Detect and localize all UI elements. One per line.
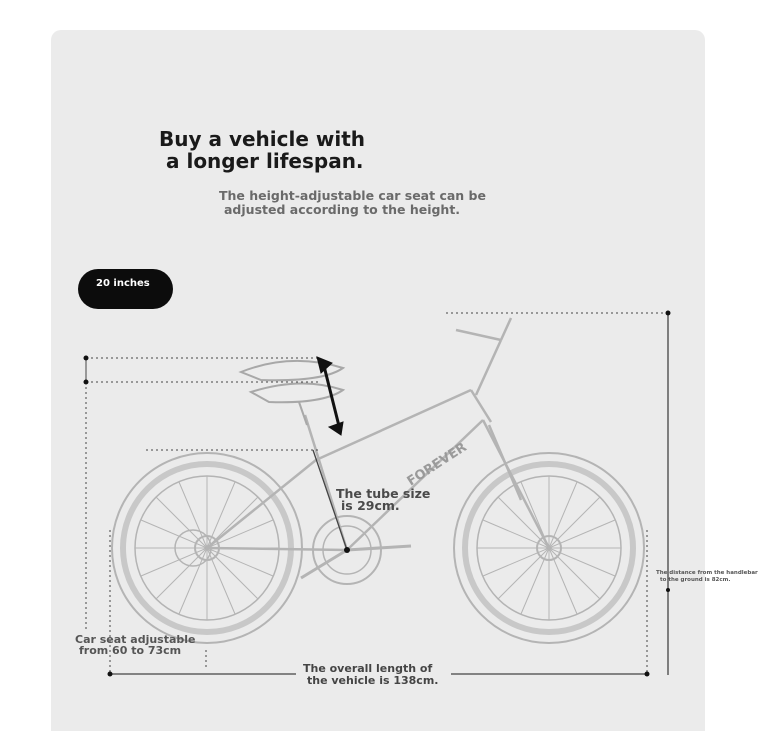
handlebar-height-label xyxy=(656,570,758,584)
overall-length-line-1: The overall length of xyxy=(303,662,433,675)
subtitle xyxy=(219,189,549,217)
headline-line-2: a longer lifespan. xyxy=(166,149,364,173)
bike-frame xyxy=(207,318,549,550)
subtitle-line-2: adjusted according to the height. xyxy=(224,202,461,217)
headline xyxy=(159,128,419,172)
wheel-size-badge: 20 inches xyxy=(78,269,173,309)
handlebar-height-line-1: The distance from the handlebar xyxy=(656,570,758,576)
saddle xyxy=(241,361,343,425)
seat-adjustable-label xyxy=(75,634,196,656)
product-panel xyxy=(51,30,758,731)
subtitle-line-1: The height-adjustable car seat can be xyxy=(219,188,486,203)
tube-size-line-2: is 29cm. xyxy=(341,498,400,513)
seat-adjustable-line-1: Car seat adjustable xyxy=(75,633,196,646)
tube-size-line-1: The tube size xyxy=(336,486,431,501)
headline-line-1: Buy a vehicle with xyxy=(159,127,366,151)
handlebar-height-line-2: to the ground is 82cm. xyxy=(660,577,731,583)
tube-size-label xyxy=(336,488,430,512)
bike-frame-text: FOREVER xyxy=(404,439,470,490)
overall-length-line-2: the vehicle is 138cm. xyxy=(307,674,439,687)
seat-adjustable-line-2: from 60 to 73cm xyxy=(79,644,182,657)
overall-length-label xyxy=(303,663,438,687)
